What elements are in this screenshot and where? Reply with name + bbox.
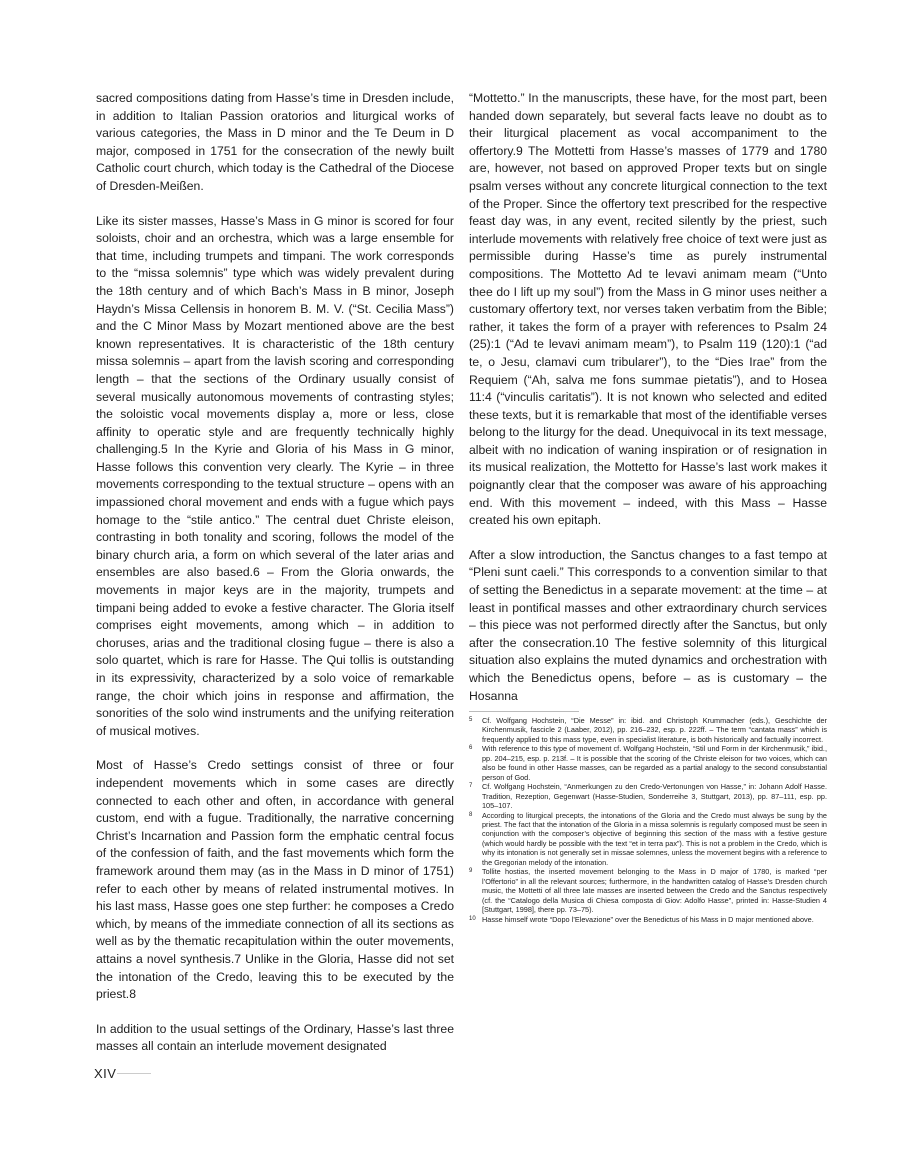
footnote-text: With reference to this type of movement cf. Wolfgang Hochstein, “Stil und Form in der Kirchenmusik,” ibid., pp. 204–215, esp. p. 213f. – It is possible that the scoring of the Christe eleison for two voices, which can also be found in other Hasse masses, can be regarded as a partial analogy to the second consubstantial person of God. xyxy=(482,744,827,782)
footnote-number: 9 xyxy=(469,868,473,875)
footnote xyxy=(469,782,827,810)
footnote-number: 7 xyxy=(469,783,473,790)
right-column xyxy=(469,90,827,705)
footnote xyxy=(469,867,827,914)
page-number: XIV xyxy=(94,1066,117,1081)
footnote xyxy=(469,811,827,868)
footnote xyxy=(469,744,827,782)
footnote-number: 10 xyxy=(469,915,476,922)
paragraph: After a slow introduction, the Sanctus changes to a fast tempo at “Pleni sunt caeli.” This corresponds to a convention similar to that of setting the Benedictus in a separate movement: at the time – at least in pontifical masses and other extraordinary church services – this piece was not performed directly after the Sanctus, but only after the consecration.10 The festive solemnity of this liturgical situation also explains the muted dynamics and orchestration with which the Benedictus opens, before – as is customary – the Hosanna xyxy=(469,547,827,703)
footnote-number: 5 xyxy=(469,717,473,723)
footnote-text: Cf. Wolfgang Hochstein, “Anmerkungen zu den Credo-Vertonungen von Hasse,” in: Johann Adolf Hasse. Tradition, Rezeption, Gegenwart (Hasse-Studien, Sonderreihe 3, Stuttgart, 2013), pp. 87–111, esp. pp. 105–107. xyxy=(482,782,827,811)
footnote-number: 8 xyxy=(469,811,473,818)
footnote-text: According to liturgical precepts, the intonations of the Gloria and the Credo must always be sung by the priest. The fact that the intonation of the Gloria in a missa solemnis is regularly composed must be seen in conjunction with the composer’s objective of beginning this section of the mass with a festive gesture (which would hardly be possible with the text “et in terra pax”). This is not a problem in the Credo, which is why its intonation is not generally set in missae solemnes, unless the movement begins with a reference to the Gregorian melody of the intonation. xyxy=(482,810,827,867)
footnote-divider xyxy=(469,711,579,712)
footnotes xyxy=(469,716,827,924)
footnote-text: Tollite hostias, the inserted movement belonging to the Mass in D major of 1780, is marked “per l’Offertorio” in all the relevant sources; furthermore, in the handwritten catalog of Hasse’s Dresden church music, the Mottetti of all three late masses are inserted between the Credo and the Sanctus respectively (cf. the “Catalogo della Musica di Chiesa composta di Giov: Adolfo Hasse”, printed in: Hasse-Studien 4 [Stuttgart, 1998], there pp. 73–75). xyxy=(482,867,827,915)
footnote-text: Cf. Wolfgang Hochstein, “Die Messe” in: ibid. and Christoph Krummacher (eds.), Geschichte der Kirchenmusik, fascicle 2 (Laaber, 2012), pp. 216–232, esp. p. 222ff. – The term “cantata mass” which is frequently applied to this mass type, even in specialist literature, is both historically and factually incorrect. xyxy=(482,716,827,744)
left-column xyxy=(96,90,454,1056)
paragraph: Like its sister masses, Hasse’s Mass in G minor is scored for four soloists, choir and an orchestra, which was a large ensemble for that time, including trumpets and timpani. The work corresponds to the “missa solemnis” type which was widely prevalent during the 18th century and of which Bach’s Mass in B minor, Joseph Haydn’s Missa Cellensis in honorem B. M. V. (“St. Cecilia Mass”) and the C Minor Mass by Mozart mentioned above are the best known representatives. It is characteristic of the 18th century missa solemnis – apart from the lavish scoring and corresponding length – that the sections of the Ordinary usually consist of several musically autonomous movements of contrasting styles; the soloistic vocal movements display a, more or less, close affinity to operatic style and are frequently technically highly challenging.5 In the Kyrie and Gloria of his Mass in G minor, Hasse follows this convention very clearly. The Kyrie – in three movements corresponding to the textual structure – opens with an impassioned choral movement and ends with a fugue which pays homage to the “stile antico.” The central duet Christe eleison, contrasting in both tonality and scoring, follows the model of the binary church aria, a form on which several of the later arias and ensembles are also based.6 – From the Gloria onwards, the movements in major keys are in the majority, trumpets and timpani being added to evoke a festive character. The Gloria itself comprises eight movements, among which – in addition to choruses, arias and the traditional closing fugue – there is also a solo quartet, which is rare for Hasse. The Qui tollis is outstanding in its expressivity, characterized by a solo voice of remarkable range, the choir which joins in response and affirmation, the sonorities of the solo wind instruments and the unifying reiteration of musical motives. xyxy=(96,213,454,738)
paragraph: Most of Hasse’s Credo settings consist of three or four independent movements which in some cases are directly connected to each other and often, in accordance with general custom, end with a fugue. Traditionally, the narrative concerning Christ’s Incarnation and Passion form the emphatic central focus of the confession of faith, and the fast movements which form the framework around them may (as in the Mass in D minor of 1751) refer to each other by means of related instrumental motives. In his last mass, Hasse goes one step further: he composes a Credo which, by means of the immediate connection of all its sections as well as by the thematic recapitulation within the outer movements, attains a novel synthesis.7 Unlike in the Gloria, Hasse did not set the intonation of the Credo, leaving this to be executed by the priest.8 xyxy=(96,758,454,1002)
paragraph: In addition to the usual settings of the Ordinary, Hasse’s last three masses all contain an interlude movement designated xyxy=(96,1021,454,1054)
footnote-text: Hasse himself wrote “Dopo l’Elevazione” over the Benedictus of his Mass in D major mentioned above. xyxy=(482,914,814,924)
footnote xyxy=(469,716,827,744)
footnote-number: 6 xyxy=(469,745,473,752)
paragraph: “Mottetto.” In the manuscripts, these have, for the most part, been handed down separately, but several facts leave no doubt as to their liturgical placement as vocal accompaniment to the offertory.9 The Mottetti from Hasse’s masses of 1779 and 1780 are, however, not based on approved Proper texts but on single psalm verses without any concrete liturgical connection to the text of the Proper. Since the offertory text prescribed for the respective feast day was, in any event, recited silently by the priest, such interlude movements with relatively free choice of text were just as permissible during Hasse’s time as purely instrumental compositions. The Mottetto Ad te levavi animam meam (“Unto thee do I lift up my soul”) from the Mass in G minor uses neither a customary offertory text, nor verses taken verbatim from the Bible; rather, it takes the form of a prayer with references to Psalm 24 (25):1 (“Ad te levavi animam meam”), to Psalm 119 (120):1 (“ad te, o Jesu, clamavi cum tribularer”), to the “Dies Irae” from the Requiem (“Ah, salva me fons summae pietatis”), and to Hosea 11:4 (“vinculis caritatis”). It is not known who selected and edited these texts, but it is remarkable that most of the identifiable verses belong to the liturgy for the dead. Unequivocal in its text message, albeit with no indication of waning inspiration or of resignation in its musical realization, the Mottetto for Hasse’s last work makes it poignantly clear that the composer was aware of his approaching end. With this movement – indeed, with this Mass – Hasse created his own epitaph. xyxy=(469,91,827,528)
footnote xyxy=(469,915,827,924)
paragraph: sacred compositions dating from Hasse’s time in Dresden include, in addition to Italian Passion oratorios and liturgical works of various categories, the Mass in D minor and the Te Deum in D major, composed in 1751 for the consecration of the newly built Catholic court church, which today is the Cathedral of the Diocese of Dresden-Meißen. xyxy=(96,91,454,193)
page-number-rule xyxy=(117,1073,151,1074)
